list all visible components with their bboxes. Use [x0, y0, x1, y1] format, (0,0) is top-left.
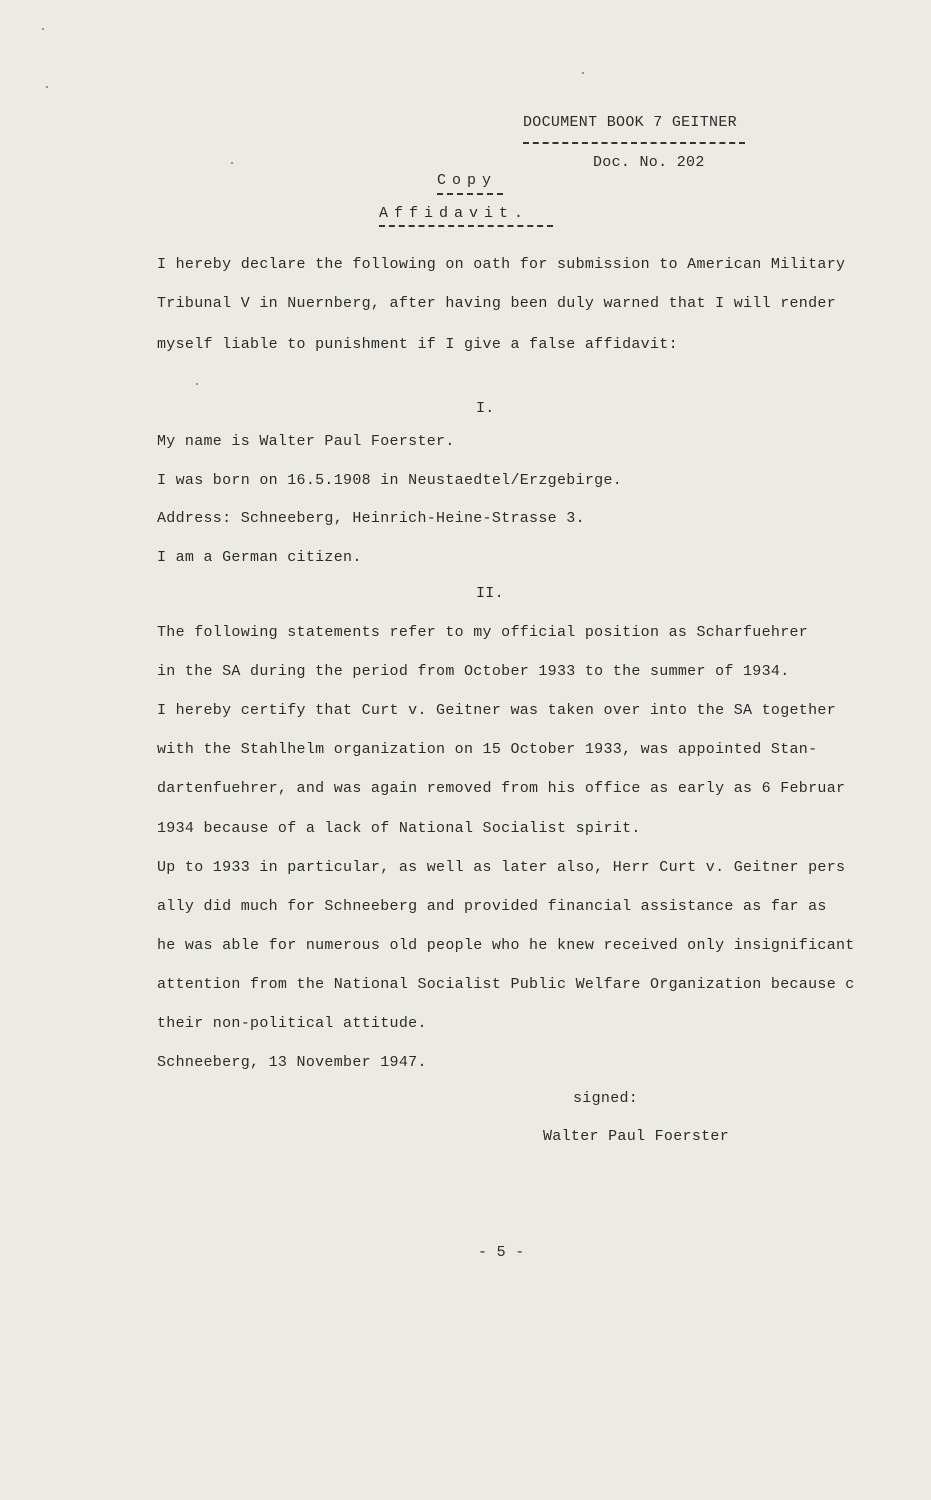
- header-underline: [523, 142, 745, 144]
- section-1-line: I am a German citizen.: [157, 549, 362, 566]
- section-2-line: 1934 because of a lack of National Socialist spirit.: [157, 820, 641, 837]
- intro-line: Tribunal V in Nuernberg, after having been duly warned that I will render: [157, 295, 837, 312]
- paper-speck: [231, 162, 233, 164]
- section-2-line: ally did much for Schneeberg and provided financial assistance as far as: [157, 898, 827, 915]
- paper-speck: [42, 28, 44, 30]
- section-1-line: My name is Walter Paul Foerster.: [157, 433, 455, 450]
- affidavit-title: Affidavit.: [379, 205, 530, 222]
- section-2-line: attention from the National Socialist Public Welfare Organization because c: [157, 976, 855, 993]
- intro-line: I hereby declare the following on oath for submission to American Military: [157, 256, 846, 273]
- signatory-name: Walter Paul Foerster: [543, 1128, 730, 1145]
- section-2-line: Up to 1933 in particular, as well as later also, Herr Curt v. Geitner pers: [157, 859, 846, 876]
- section-2-line: dartenfuehrer, and was again removed from his office as early as 6 Februar: [157, 780, 846, 797]
- copy-title: Copy: [437, 172, 498, 189]
- paper-speck: [46, 86, 48, 88]
- section-1-line: I was born on 16.5.1908 in Neustaedtel/Erzgebirge.: [157, 472, 623, 489]
- paper-speck: [582, 72, 584, 74]
- section-2-line: The following statements refer to my official position as Scharfuehrer: [157, 624, 809, 641]
- section-2-line: I hereby certify that Curt v. Geitner was taken over into the SA together: [157, 702, 837, 719]
- intro-line: myself liable to punishment if I give a false affidavit:: [157, 336, 678, 353]
- section-2-line: in the SA during the period from October 1933 to the summer of 1934.: [157, 663, 790, 680]
- section-2-line: he was able for numerous old people who he knew received only insignificant: [157, 937, 855, 954]
- doc-number: Doc. No. 202: [593, 154, 705, 171]
- section-2-line: their non-political attitude.: [157, 1015, 427, 1032]
- copy-underline: [437, 193, 503, 195]
- place-date: Schneeberg, 13 November 1947.: [157, 1054, 427, 1071]
- section-2-numeral: II.: [476, 585, 504, 602]
- section-2-line: with the Stahlhelm organization on 15 October 1933, was appointed Stan-: [157, 741, 818, 758]
- paper-speck: [196, 383, 198, 385]
- signed-label: signed:: [573, 1090, 639, 1107]
- document-book-label: DOCUMENT BOOK 7 GEITNER: [523, 114, 737, 131]
- affidavit-underline: [379, 225, 553, 227]
- section-1-numeral: I.: [476, 400, 495, 417]
- page-number: - 5 -: [478, 1244, 525, 1261]
- section-1-line: Address: Schneeberg, Heinrich-Heine-Strasse 3.: [157, 510, 585, 527]
